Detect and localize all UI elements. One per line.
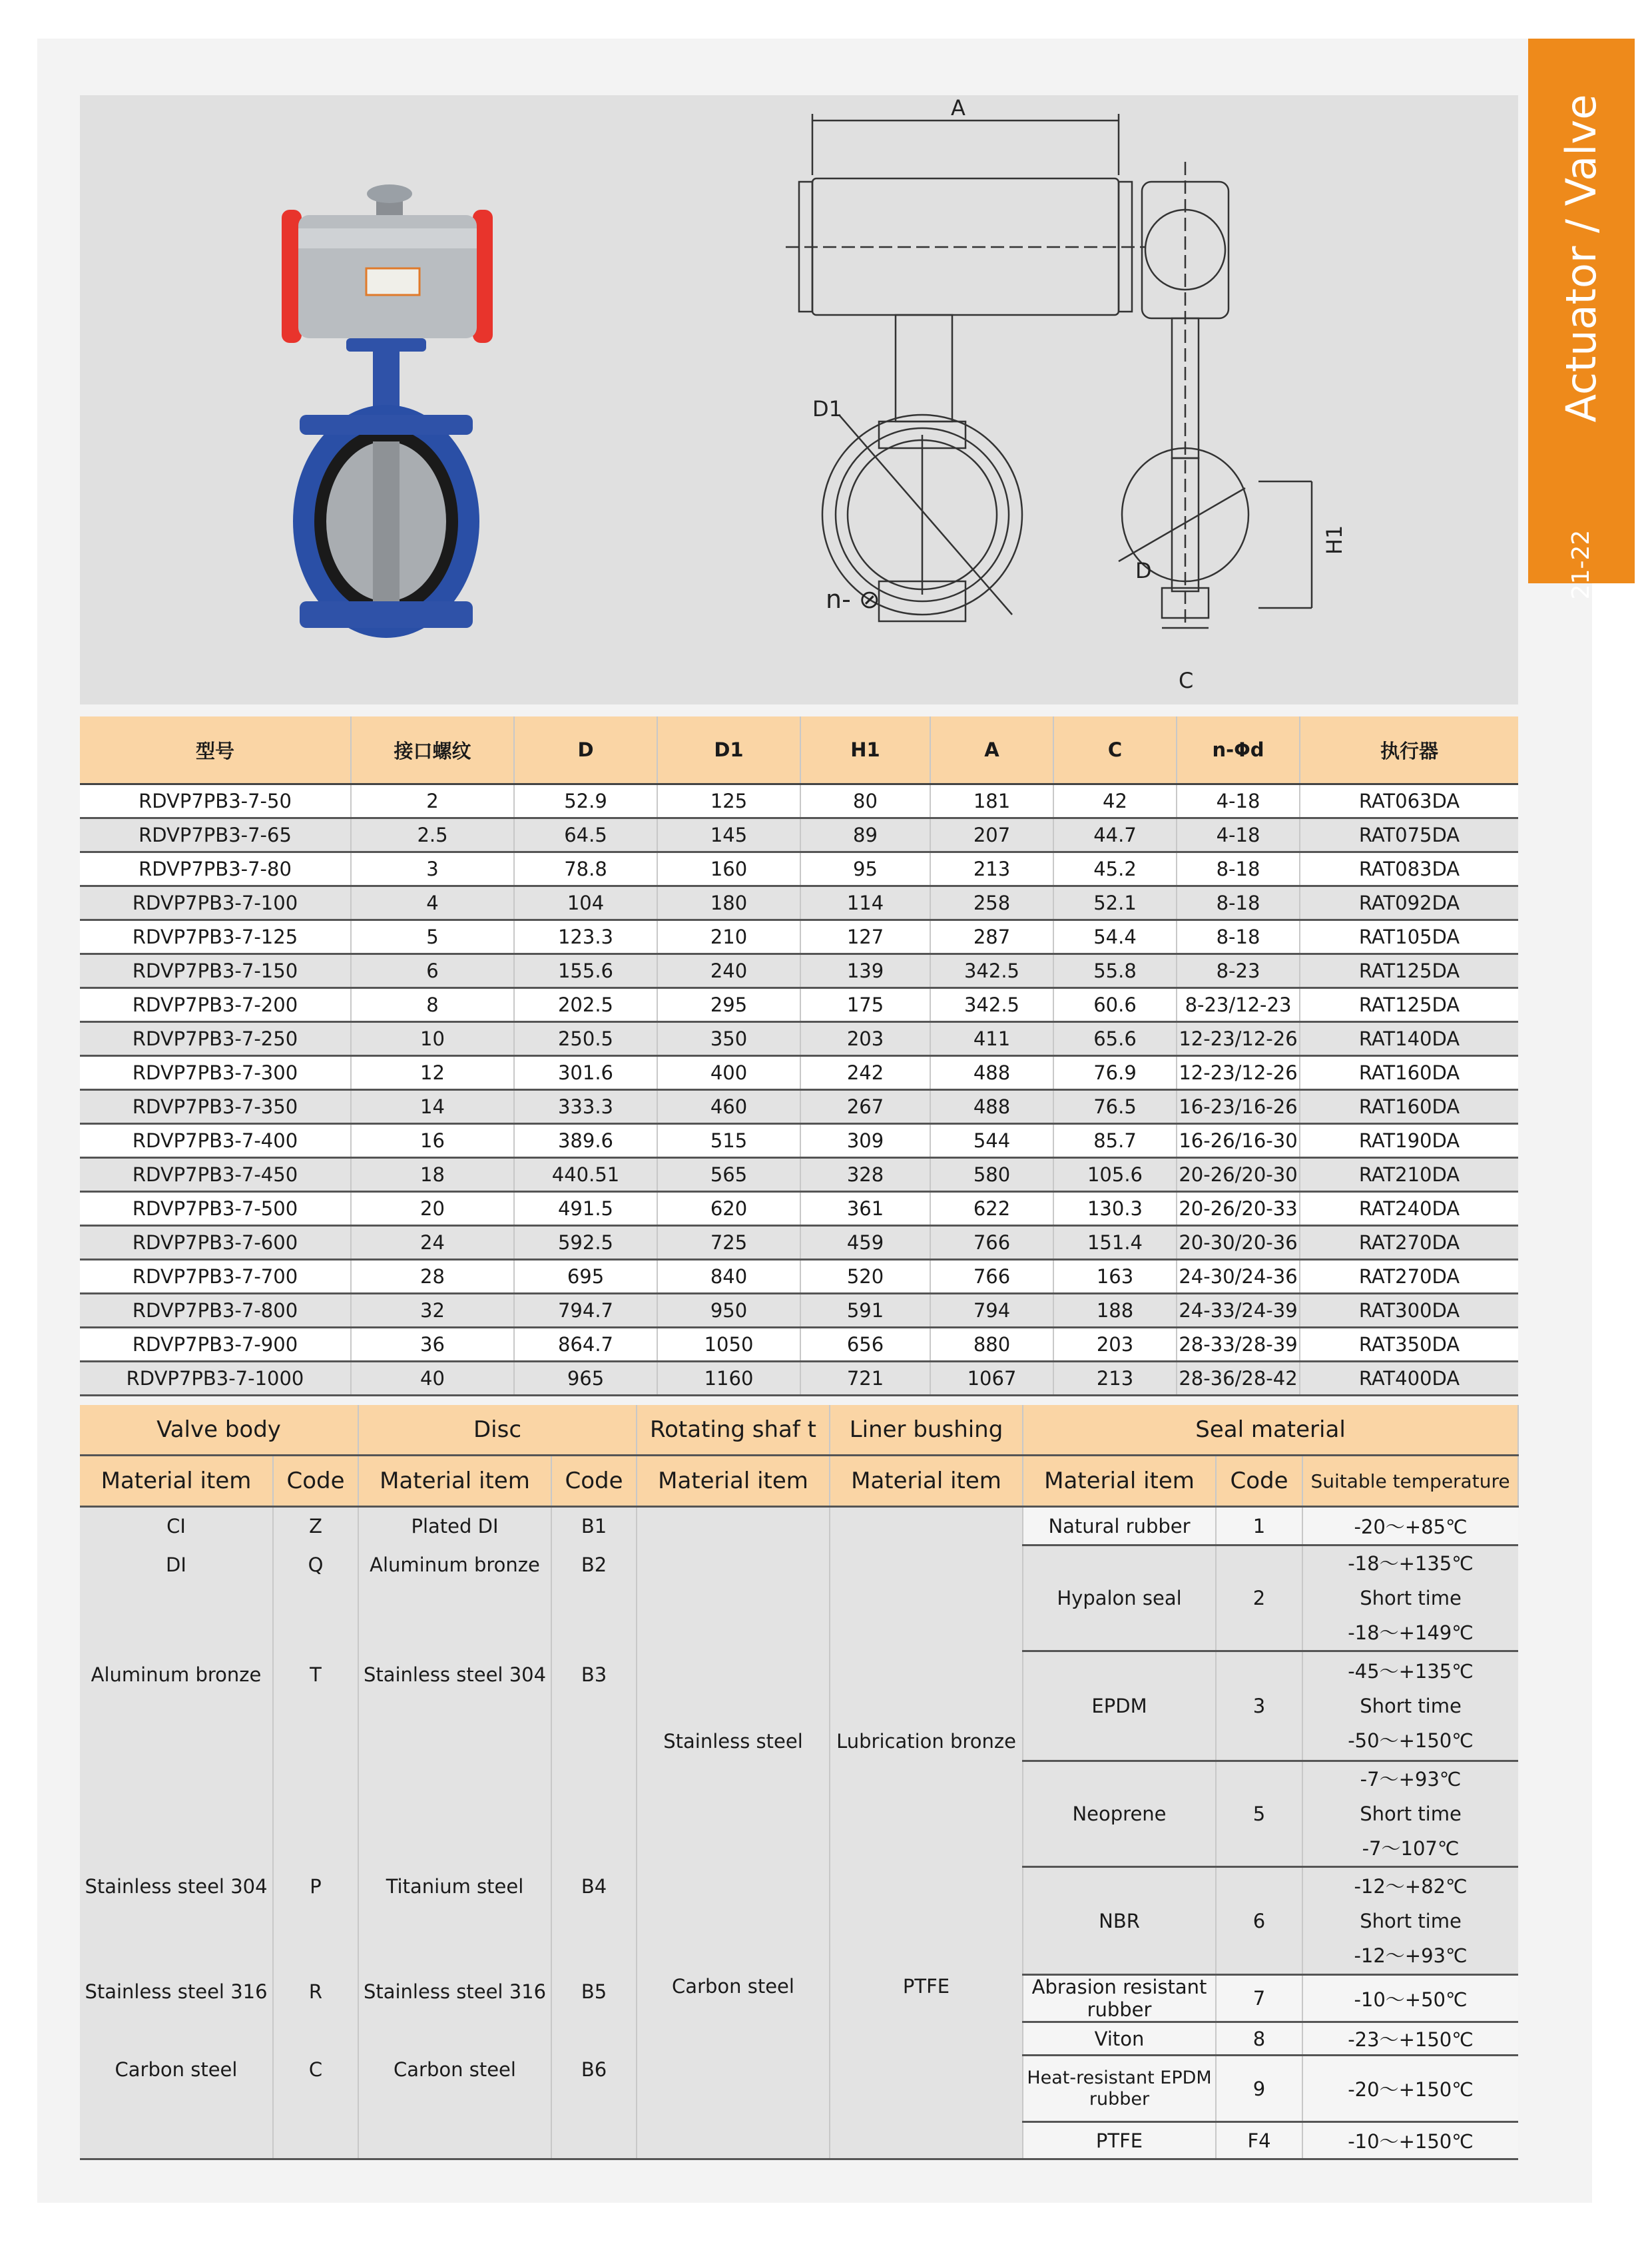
cell-C: 130.3 <box>1053 1192 1177 1226</box>
cell-A: 342.5 <box>930 954 1053 988</box>
cell-C: 52.1 <box>1053 886 1177 920</box>
cell-C: 42 <box>1053 784 1177 818</box>
cell-D1: 160 <box>657 852 800 886</box>
table-row <box>80 1260 1518 1294</box>
cell-D1: 180 <box>657 886 800 920</box>
cell-actuator: RAT350DA <box>1300 1328 1518 1362</box>
cell-model: RDVP7PB3-7-350 <box>80 1090 351 1124</box>
label-n-phi: n- ⊘ <box>826 585 880 614</box>
cell-A: 580 <box>930 1158 1053 1192</box>
cell-n-phi-d: 8-18 <box>1177 852 1300 886</box>
disc-code: B6 <box>551 2056 637 2159</box>
cell-A: 411 <box>930 1022 1053 1056</box>
table-row <box>80 988 1518 1022</box>
cell-model: RDVP7PB3-7-400 <box>80 1124 351 1158</box>
cell-n-phi-d: 16-26/16-30 <box>1177 1124 1300 1158</box>
table-row <box>80 886 1518 920</box>
cell-C: 45.2 <box>1053 852 1177 886</box>
subheader-seal-item: Material item <box>1023 1456 1216 1507</box>
cell-C: 54.4 <box>1053 920 1177 954</box>
cell-D1: 515 <box>657 1124 800 1158</box>
bushing-item: Lubrication bronze <box>830 1507 1023 1975</box>
seal-item: Abrasion resistant rubber <box>1023 1975 1216 2022</box>
table-row <box>80 1158 1518 1192</box>
cell-D1: 295 <box>657 988 800 1022</box>
cell-n-phi-d: 24-30/24-36 <box>1177 1260 1300 1294</box>
label-C: C <box>1179 668 1194 693</box>
cell-model: RDVP7PB3-7-125 <box>80 920 351 954</box>
cell-n-phi-d: 12-23/12-26 <box>1177 1056 1300 1090</box>
body-filler <box>273 1761 358 1867</box>
disc-filler <box>551 1761 637 1867</box>
cell-H1: 80 <box>800 784 930 818</box>
cell-H1: 459 <box>800 1226 930 1260</box>
cell-n-phi-d: 28-36/28-42 <box>1177 1362 1300 1396</box>
header-actuator: 执行器 <box>1300 716 1518 784</box>
table-row <box>80 1090 1518 1124</box>
cell-actuator: RAT400DA <box>1300 1362 1518 1396</box>
disc-item: Stainless steel 304 <box>358 1651 551 1761</box>
label-D1: D1 <box>812 396 842 421</box>
section-tab <box>1528 39 1635 600</box>
page-numbers: 21-22 <box>1567 529 1595 600</box>
cell-thread: 2 <box>351 784 514 818</box>
cell-actuator: RAT140DA <box>1300 1022 1518 1056</box>
table-row <box>80 1056 1518 1090</box>
body-code: T <box>273 1651 358 1761</box>
cell-actuator: RAT270DA <box>1300 1226 1518 1260</box>
cell-thread: 2.5 <box>351 818 514 852</box>
cell-thread: 3 <box>351 852 514 886</box>
cell-thread: 36 <box>351 1328 514 1362</box>
cell-D: 202.5 <box>514 988 657 1022</box>
cell-C: 105.6 <box>1053 1158 1177 1192</box>
cell-n-phi-d: 20-26/20-33 <box>1177 1192 1300 1226</box>
cell-C: 65.6 <box>1053 1022 1177 1056</box>
cell-H1: 114 <box>800 886 930 920</box>
cell-actuator: RAT240DA <box>1300 1192 1518 1226</box>
table-row <box>80 920 1518 954</box>
cell-n-phi-d: 28-33/28-39 <box>1177 1328 1300 1362</box>
cell-D: 794.7 <box>514 1294 657 1328</box>
table-row <box>80 1362 1518 1396</box>
seal-temp: -20～+85℃ <box>1302 1507 1518 1545</box>
cell-actuator: RAT270DA <box>1300 1260 1518 1294</box>
cell-D: 389.6 <box>514 1124 657 1158</box>
cell-n-phi-d: 20-30/20-36 <box>1177 1226 1300 1260</box>
cell-C: 163 <box>1053 1260 1177 1294</box>
seal-temp: -10～+150℃ <box>1302 2122 1518 2159</box>
cell-A: 766 <box>930 1260 1053 1294</box>
cell-D: 104 <box>514 886 657 920</box>
seal-code: 9 <box>1216 2056 1302 2122</box>
hero-illustration <box>80 95 1518 704</box>
cell-D1: 210 <box>657 920 800 954</box>
cell-A: 258 <box>930 886 1053 920</box>
material-table <box>80 1405 1519 2160</box>
table-row <box>80 784 1518 818</box>
seal-code: 3 <box>1216 1651 1302 1761</box>
subheader-body-item: Material item <box>80 1456 273 1507</box>
header-n-phi-d: n-Φd <box>1177 716 1300 784</box>
cell-H1: 203 <box>800 1022 930 1056</box>
cell-D1: 620 <box>657 1192 800 1226</box>
cell-D: 333.3 <box>514 1090 657 1124</box>
header-H1: H1 <box>800 716 930 784</box>
cell-D: 491.5 <box>514 1192 657 1226</box>
bushing-item: PTFE <box>830 1975 1023 2159</box>
cell-C: 55.8 <box>1053 954 1177 988</box>
disc-item: Carbon steel <box>358 2056 551 2159</box>
table-row <box>80 954 1518 988</box>
cell-H1: 520 <box>800 1260 930 1294</box>
cell-model: RDVP7PB3-7-50 <box>80 784 351 818</box>
seal-code: 8 <box>1216 2022 1302 2056</box>
seal-code: 7 <box>1216 1975 1302 2022</box>
cell-D: 301.6 <box>514 1056 657 1090</box>
disc-code: B2 <box>551 1545 637 1651</box>
cell-A: 766 <box>930 1226 1053 1260</box>
body-item: CI <box>80 1507 273 1545</box>
cell-D: 52.9 <box>514 784 657 818</box>
seal-item: Heat-resistant EPDM rubber <box>1023 2056 1216 2122</box>
subheader-disc-item: Material item <box>358 1456 551 1507</box>
cell-thread: 5 <box>351 920 514 954</box>
cell-D: 250.5 <box>514 1022 657 1056</box>
cell-H1: 591 <box>800 1294 930 1328</box>
cell-A: 622 <box>930 1192 1053 1226</box>
cell-thread: 12 <box>351 1056 514 1090</box>
cell-A: 342.5 <box>930 988 1053 1022</box>
seal-code: 2 <box>1216 1545 1302 1651</box>
subheader-seal-code: Code <box>1216 1456 1302 1507</box>
cell-model: RDVP7PB3-7-500 <box>80 1192 351 1226</box>
seal-item: Viton <box>1023 2022 1216 2056</box>
cell-n-phi-d: 12-23/12-26 <box>1177 1022 1300 1056</box>
cell-H1: 309 <box>800 1124 930 1158</box>
cell-C: 44.7 <box>1053 818 1177 852</box>
cell-n-phi-d: 8-18 <box>1177 886 1300 920</box>
seal-item: Hypalon seal <box>1023 1545 1216 1651</box>
header-A: A <box>930 716 1053 784</box>
seal-item: Natural rubber <box>1023 1507 1216 1545</box>
cell-A: 880 <box>930 1328 1053 1362</box>
body-code: C <box>273 2056 358 2159</box>
cell-C: 203 <box>1053 1328 1177 1362</box>
table-row <box>80 1124 1518 1158</box>
table-row <box>80 1192 1518 1226</box>
shaft-item: Stainless steel <box>637 1507 830 1975</box>
cell-C: 76.5 <box>1053 1090 1177 1124</box>
cell-actuator: RAT160DA <box>1300 1056 1518 1090</box>
seal-temp: -23～+150℃ <box>1302 2022 1518 2056</box>
body-code: R <box>273 1975 358 2056</box>
cell-A: 207 <box>930 818 1053 852</box>
cell-actuator: RAT105DA <box>1300 920 1518 954</box>
body-code: P <box>273 1867 358 1975</box>
cell-actuator: RAT075DA <box>1300 818 1518 852</box>
cell-thread: 16 <box>351 1124 514 1158</box>
seal-item: PTFE <box>1023 2122 1216 2159</box>
group-valve-body: Valve body <box>80 1405 358 1456</box>
cell-model: RDVP7PB3-7-150 <box>80 954 351 988</box>
cell-model: RDVP7PB3-7-300 <box>80 1056 351 1090</box>
product-hero <box>80 95 1518 704</box>
cell-D1: 565 <box>657 1158 800 1192</box>
dimension-table <box>80 716 1518 1396</box>
seal-code: 6 <box>1216 1867 1302 1975</box>
cell-C: 76.9 <box>1053 1056 1177 1090</box>
cell-A: 181 <box>930 784 1053 818</box>
cell-thread: 6 <box>351 954 514 988</box>
cell-thread: 20 <box>351 1192 514 1226</box>
cell-D1: 125 <box>657 784 800 818</box>
cell-D1: 725 <box>657 1226 800 1260</box>
header-model: 型号 <box>80 716 351 784</box>
cell-D: 695 <box>514 1260 657 1294</box>
cell-C: 188 <box>1053 1294 1177 1328</box>
cell-actuator: RAT190DA <box>1300 1124 1518 1158</box>
cell-A: 213 <box>930 852 1053 886</box>
subheader-shaft-item: Material item <box>637 1456 830 1507</box>
cell-model: RDVP7PB3-7-80 <box>80 852 351 886</box>
label-H1: H1 <box>1322 525 1347 555</box>
cell-D1: 1050 <box>657 1328 800 1362</box>
cell-D: 864.7 <box>514 1328 657 1362</box>
header-C: C <box>1053 716 1177 784</box>
cell-C: 85.7 <box>1053 1124 1177 1158</box>
material-subheader-row <box>80 1456 1518 1507</box>
subheader-bushing-item: Material item <box>830 1456 1023 1507</box>
header-D1: D1 <box>657 716 800 784</box>
cell-thread: 28 <box>351 1260 514 1294</box>
cell-actuator: RAT083DA <box>1300 852 1518 886</box>
cell-A: 488 <box>930 1090 1053 1124</box>
cell-actuator: RAT300DA <box>1300 1294 1518 1328</box>
cell-n-phi-d: 20-26/20-30 <box>1177 1158 1300 1192</box>
cell-n-phi-d: 8-23/12-23 <box>1177 988 1300 1022</box>
cell-model: RDVP7PB3-7-450 <box>80 1158 351 1192</box>
disc-code: B1 <box>551 1507 637 1545</box>
cell-n-phi-d: 4-18 <box>1177 784 1300 818</box>
seal-code: F4 <box>1216 2122 1302 2159</box>
cell-H1: 139 <box>800 954 930 988</box>
cell-H1: 721 <box>800 1362 930 1396</box>
cell-n-phi-d: 4-18 <box>1177 818 1300 852</box>
body-code: Q <box>273 1545 358 1651</box>
cell-model: RDVP7PB3-7-600 <box>80 1226 351 1260</box>
group-rotating-shaft: Rotating shaf t <box>637 1405 830 1456</box>
cell-model: RDVP7PB3-7-200 <box>80 988 351 1022</box>
seal-code: 5 <box>1216 1761 1302 1867</box>
cell-n-phi-d: 8-18 <box>1177 920 1300 954</box>
cell-C: 213 <box>1053 1362 1177 1396</box>
cell-model: RDVP7PB3-7-700 <box>80 1260 351 1294</box>
cell-model: RDVP7PB3-7-250 <box>80 1022 351 1056</box>
cell-D: 155.6 <box>514 954 657 988</box>
group-seal-material: Seal material <box>1023 1405 1518 1456</box>
cell-actuator: RAT210DA <box>1300 1158 1518 1192</box>
seal-temp: -7～+93℃ Short time -7～107℃ <box>1302 1761 1518 1867</box>
cell-C: 60.6 <box>1053 988 1177 1022</box>
body-item: Stainless steel 304 <box>80 1867 273 1975</box>
cell-D: 64.5 <box>514 818 657 852</box>
subheader-body-code: Code <box>273 1456 358 1507</box>
cell-D1: 1160 <box>657 1362 800 1396</box>
disc-code: B5 <box>551 1975 637 2056</box>
cell-actuator: RAT092DA <box>1300 886 1518 920</box>
cell-H1: 89 <box>800 818 930 852</box>
table-row <box>80 852 1518 886</box>
seal-temp: -18～+135℃ Short time -18～+149℃ <box>1302 1545 1518 1651</box>
cell-n-phi-d: 16-23/16-26 <box>1177 1090 1300 1124</box>
cell-n-phi-d: 8-23 <box>1177 954 1300 988</box>
disc-item: Titanium steel <box>358 1867 551 1975</box>
disc-code: B4 <box>551 1867 637 1975</box>
table-row <box>80 1226 1518 1260</box>
cell-A: 287 <box>930 920 1053 954</box>
body-filler <box>80 1761 273 1867</box>
body-item: Stainless steel 316 <box>80 1975 273 2056</box>
cell-thread: 10 <box>351 1022 514 1056</box>
cell-D: 592.5 <box>514 1226 657 1260</box>
cell-H1: 361 <box>800 1192 930 1226</box>
subheader-disc-code: Code <box>551 1456 637 1507</box>
cell-thread: 4 <box>351 886 514 920</box>
disc-filler <box>358 1761 551 1867</box>
cell-D: 78.8 <box>514 852 657 886</box>
cell-H1: 175 <box>800 988 930 1022</box>
body-item: Carbon steel <box>80 2056 273 2159</box>
cell-model: RDVP7PB3-7-1000 <box>80 1362 351 1396</box>
group-disc: Disc <box>358 1405 637 1456</box>
label-D: D <box>1135 558 1152 583</box>
cell-n-phi-d: 24-33/24-39 <box>1177 1294 1300 1328</box>
cell-A: 488 <box>930 1056 1053 1090</box>
cell-D1: 240 <box>657 954 800 988</box>
disc-item: Stainless steel 316 <box>358 1975 551 2056</box>
table-row <box>80 1022 1518 1056</box>
table-row <box>80 818 1518 852</box>
seal-temp: -12～+82℃ Short time -12～+93℃ <box>1302 1867 1518 1975</box>
cell-thread: 24 <box>351 1226 514 1260</box>
dimension-header-row <box>80 716 1518 784</box>
disc-item: Plated DI <box>358 1507 551 1545</box>
cell-D1: 350 <box>657 1022 800 1056</box>
cell-D1: 950 <box>657 1294 800 1328</box>
cell-D1: 145 <box>657 818 800 852</box>
shaft-item: Carbon steel <box>637 1975 830 2159</box>
cell-D: 123.3 <box>514 920 657 954</box>
seal-temp: -45～+135℃ Short time -50～+150℃ <box>1302 1651 1518 1761</box>
seal-item: EPDM <box>1023 1651 1216 1761</box>
cell-H1: 656 <box>800 1328 930 1362</box>
front-drawing <box>786 114 1145 621</box>
cell-thread: 18 <box>351 1158 514 1192</box>
table-row <box>80 1294 1518 1328</box>
subheader-seal-temp: Suitable temperature <box>1302 1456 1518 1507</box>
table-row <box>80 1328 1518 1362</box>
cell-thread: 40 <box>351 1362 514 1396</box>
cell-H1: 328 <box>800 1158 930 1192</box>
cell-model: RDVP7PB3-7-65 <box>80 818 351 852</box>
cell-thread: 32 <box>351 1294 514 1328</box>
cell-H1: 267 <box>800 1090 930 1124</box>
material-group-row <box>80 1405 1518 1456</box>
cell-thread: 14 <box>351 1090 514 1124</box>
seal-item: NBR <box>1023 1867 1216 1975</box>
group-liner-bushing: Liner bushing <box>830 1405 1023 1456</box>
header-D: D <box>514 716 657 784</box>
cell-A: 1067 <box>930 1362 1053 1396</box>
cell-A: 794 <box>930 1294 1053 1328</box>
body-item: Aluminum bronze <box>80 1651 273 1761</box>
seal-item: Neoprene <box>1023 1761 1216 1867</box>
cell-actuator: RAT160DA <box>1300 1090 1518 1124</box>
section-title: Actuator / Valve <box>1557 94 1605 423</box>
cell-model: RDVP7PB3-7-800 <box>80 1294 351 1328</box>
cell-H1: 242 <box>800 1056 930 1090</box>
cell-model: RDVP7PB3-7-900 <box>80 1328 351 1362</box>
cell-model: RDVP7PB3-7-100 <box>80 886 351 920</box>
cell-D: 440.51 <box>514 1158 657 1192</box>
seal-temp: -20～+150℃ <box>1302 2056 1518 2122</box>
cell-actuator: RAT125DA <box>1300 954 1518 988</box>
cell-D1: 460 <box>657 1090 800 1124</box>
cell-A: 544 <box>930 1124 1053 1158</box>
body-code: Z <box>273 1507 358 1545</box>
cell-actuator: RAT063DA <box>1300 784 1518 818</box>
cell-D: 965 <box>514 1362 657 1396</box>
cell-actuator: RAT125DA <box>1300 988 1518 1022</box>
label-A: A <box>951 95 965 121</box>
material-row <box>80 1507 1518 1545</box>
seal-temp: -10～+50℃ <box>1302 1975 1518 2022</box>
cell-D1: 400 <box>657 1056 800 1090</box>
disc-item: Aluminum bronze <box>358 1545 551 1651</box>
body-item: DI <box>80 1545 273 1651</box>
disc-code: B3 <box>551 1651 637 1761</box>
cell-C: 151.4 <box>1053 1226 1177 1260</box>
material-row <box>80 1975 1518 2022</box>
cell-D1: 840 <box>657 1260 800 1294</box>
header-thread: 接口螺纹 <box>351 716 514 784</box>
seal-code: 1 <box>1216 1507 1302 1545</box>
cell-H1: 127 <box>800 920 930 954</box>
cell-H1: 95 <box>800 852 930 886</box>
cell-thread: 8 <box>351 988 514 1022</box>
product-photo <box>282 184 493 638</box>
